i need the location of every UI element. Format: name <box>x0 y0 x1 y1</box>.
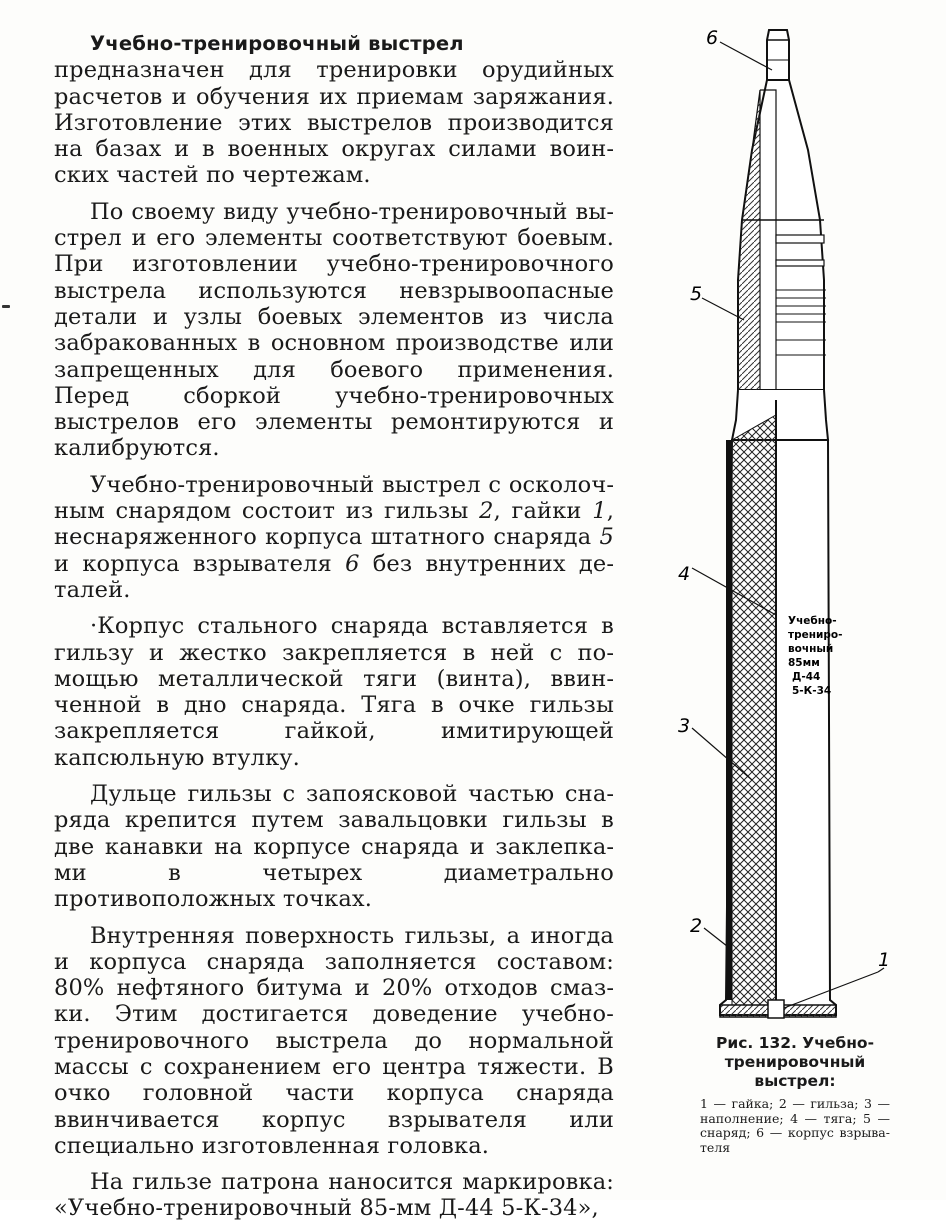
article-title: Учебно-тренировочный выстрел <box>90 32 464 55</box>
paragraph-6: Внутренняя поверхность гильзы, а иногда и корпуса снаряда заполняется составом: 80% нефтяного битума и 20% отходов смазки. Этим достигается доведение учебно-тренировочного выстрела до нормальной массы с сохранением его центра тяжести. В очко головной части корпуса снаряда ввинчивается корпус взрывателя или специально изготовленная головка. <box>54 922 614 1159</box>
caption-title: Рис. 132. Учебно-тренировочный выстрел: <box>715 1034 875 1090</box>
paragraph-5: Дульце гильзы с запоясковой частью снаряда крепится путем завальцовки гильзы в две канавки на корпусе снаряда и заклепками в четырех диаметрально противоположных точках. <box>54 781 614 913</box>
figure-caption <box>700 1034 890 1155</box>
nut <box>768 1000 784 1018</box>
ref-2: 2 <box>479 498 494 525</box>
case-filling <box>732 415 776 1005</box>
ref-5: 5 <box>599 524 614 551</box>
fuze-body <box>767 30 789 80</box>
paragraph-4: ·Корпус стального снаряда вставляется в гильзу и жестко закрепляется в ней с помощью металлической тяги (винта), ввинченной в дно снаряда. Тяга в очке гильзы закрепляется гайкой, имитирующей капсюльную втулку. <box>54 613 614 771</box>
stamp-line-4: 85мм <box>788 657 820 669</box>
ref-6: 6 <box>345 550 360 577</box>
stamp-line-5: Д-44 <box>792 671 821 683</box>
stamp-line-2: трениро- <box>788 629 843 641</box>
paragraph-3: Учебно-тренировочный выстрел с осколочным снарядом состоит из гильзы 2, гайки 1, неснаряженного корпуса штатного снаряда 5 и корпуса взрывателя 6 без внутренних деталей. <box>54 471 614 603</box>
stamp-line-1: Учебно- <box>788 615 837 627</box>
paragraph-1-text: предназначен для тренировки орудийных расчетов и обучения их приемам заряжания. Изготовление этих выстрелов производится на базах и в военных округах силами воинских частей по чертежам. <box>54 57 614 189</box>
callout-2: 2 <box>690 915 703 937</box>
paragraph-7: На гильзе патрона наносится маркировка: «Учебно-тренировочный 85-мм Д-44 5-К-34», <box>54 1169 614 1222</box>
article-body <box>54 30 614 1232</box>
callout-6: 6 <box>706 27 719 49</box>
paragraph-1 <box>54 30 614 189</box>
ref-1: 1 <box>592 498 607 525</box>
cartridge-figure <box>640 20 940 1040</box>
cartridge-drawing <box>640 20 940 1040</box>
paragraph-2: По своему виду учебно-тренировочный выстрел и его элементы соответствуют боевым. При изготовлении учебно-тренировочного выстрела используются невзрывоопасные детали и узлы боевых элементов из числа забракованных в основном производстве или запрещенных для боевого применения. Перед сборкой учебно-тренировочных выстрелов его элементы ремонтируются и калибруются. <box>54 198 614 462</box>
callout-3: 3 <box>678 715 691 737</box>
callout-5: 5 <box>690 283 703 305</box>
callout-1: 1 <box>878 949 891 971</box>
callout-4: 4 <box>678 563 691 585</box>
stamp-line-6: 5-К-34 <box>792 685 832 697</box>
caption-legend: 1 — гайка; 2 — гильза; 3 — наполнение; 4 — тяга; 5 — снаряд; 6 — корпус взрывателя <box>700 1096 890 1155</box>
margin-mark <box>2 305 10 308</box>
stamp-line-3: вочный <box>788 643 834 655</box>
